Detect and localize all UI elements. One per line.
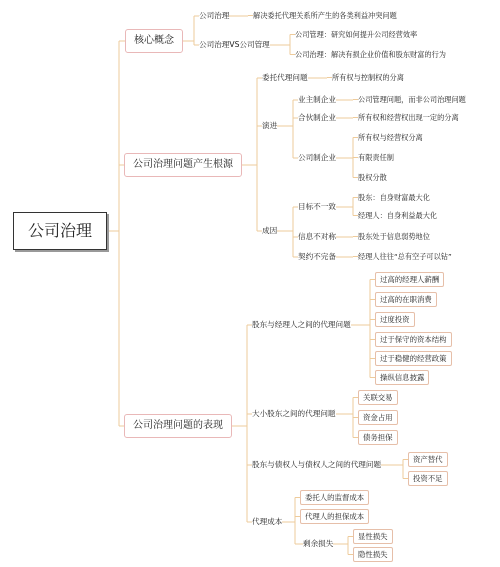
root-node[interactable]: 公司治理: [13, 212, 107, 250]
leaf-management[interactable]: 公司管理：研究如何提升公司经营效率: [295, 30, 418, 39]
node-major-minor[interactable]: 大小股东之间的代理问题: [252, 409, 336, 418]
node-corporation[interactable]: 公司制企业: [298, 153, 336, 162]
leaf-related-transactions[interactable]: 关联交易: [358, 390, 398, 405]
leaf-cg-definition[interactable]: 解决委托代理关系所产生的各类利益冲突问题: [253, 11, 397, 20]
leaf-overinvest[interactable]: 过度投资: [375, 312, 415, 327]
node-residual-loss[interactable]: 剩余损失: [303, 539, 334, 548]
node-core-concept[interactable]: 核心概念: [125, 29, 183, 53]
leaf-dispersed-equity[interactable]: 股权分散: [358, 173, 387, 182]
node-sole-proprietorship[interactable]: 业主制企业: [298, 95, 336, 104]
leaf-partnership-desc[interactable]: 所有权和经营权出现一定的分离: [358, 113, 459, 122]
node-info-asymmetry[interactable]: 信息不对称: [298, 232, 336, 241]
leaf-excess-pay[interactable]: 过高的经理人薪酬: [375, 272, 444, 287]
leaf-shareholder-goal[interactable]: 股东：自身财富最大化: [358, 193, 430, 202]
node-goal-mismatch[interactable]: 目标不一致: [298, 202, 336, 211]
leaf-bonding-cost[interactable]: 代理人的担保成本: [300, 509, 369, 524]
node-incomplete-contract[interactable]: 契约不完备: [298, 252, 336, 261]
leaf-info-weak[interactable]: 股东处于信息弱势地位: [358, 232, 430, 241]
leaf-explicit-loss[interactable]: 显性损失: [353, 529, 393, 544]
leaf-manager-goal[interactable]: 经理人：自身利益最大化: [358, 211, 438, 220]
leaf-debt-guarantee[interactable]: 债务担保: [358, 430, 398, 445]
node-evolution[interactable]: 演进: [262, 121, 278, 130]
node-agency-problem[interactable]: 委托代理问题: [262, 73, 308, 82]
leaf-disclosure-manipulation[interactable]: 操纵信息披露: [375, 370, 429, 385]
leaf-asset-substitution[interactable]: 资产替代: [408, 452, 448, 467]
leaf-underinvestment[interactable]: 投资不足: [408, 471, 448, 486]
leaf-limited-liability[interactable]: 有限责任制: [358, 153, 394, 162]
node-manifestation[interactable]: 公司治理问题的表现: [124, 414, 232, 438]
leaf-excess-perks[interactable]: 过高的在职消费: [375, 292, 437, 307]
leaf-separation[interactable]: 所有权与控制权的分离: [332, 73, 404, 82]
node-origin[interactable]: 公司治理问题产生根源: [124, 153, 242, 177]
leaf-contract-loophole[interactable]: 经理人往往“总有空子可以钻”: [358, 252, 452, 261]
node-shareholder-creditor[interactable]: 股东与债权人与债权人之间的代理问题: [252, 460, 382, 469]
node-agency-cost[interactable]: 代理成本: [252, 517, 283, 526]
node-causes[interactable]: 成因: [262, 226, 278, 235]
leaf-implicit-loss[interactable]: 隐性损失: [353, 547, 393, 562]
leaf-corp-separation[interactable]: 所有权与经营权分离: [358, 133, 423, 142]
node-partnership[interactable]: 合伙制企业: [298, 113, 336, 122]
leaf-monitoring-cost[interactable]: 委托人的监督成本: [300, 490, 369, 505]
leaf-governance[interactable]: 公司治理：解决有损企业价值和股东财富的行为: [295, 50, 446, 59]
node-gov-vs-mgmt[interactable]: 公司治理VS公司管理: [199, 40, 270, 49]
node-shareholder-manager[interactable]: 股东与经理人之间的代理问题: [252, 320, 351, 329]
leaf-conservative-capital[interactable]: 过于保守的资本结构: [375, 332, 452, 347]
leaf-sole-desc[interactable]: 公司管理问题，而非公司治理问题: [358, 95, 466, 104]
node-corporate-governance[interactable]: 公司治理: [199, 11, 230, 20]
leaf-conservative-policy[interactable]: 过于稳健的经营政策: [375, 351, 452, 366]
leaf-fund-occupation[interactable]: 资金占用: [358, 410, 398, 425]
